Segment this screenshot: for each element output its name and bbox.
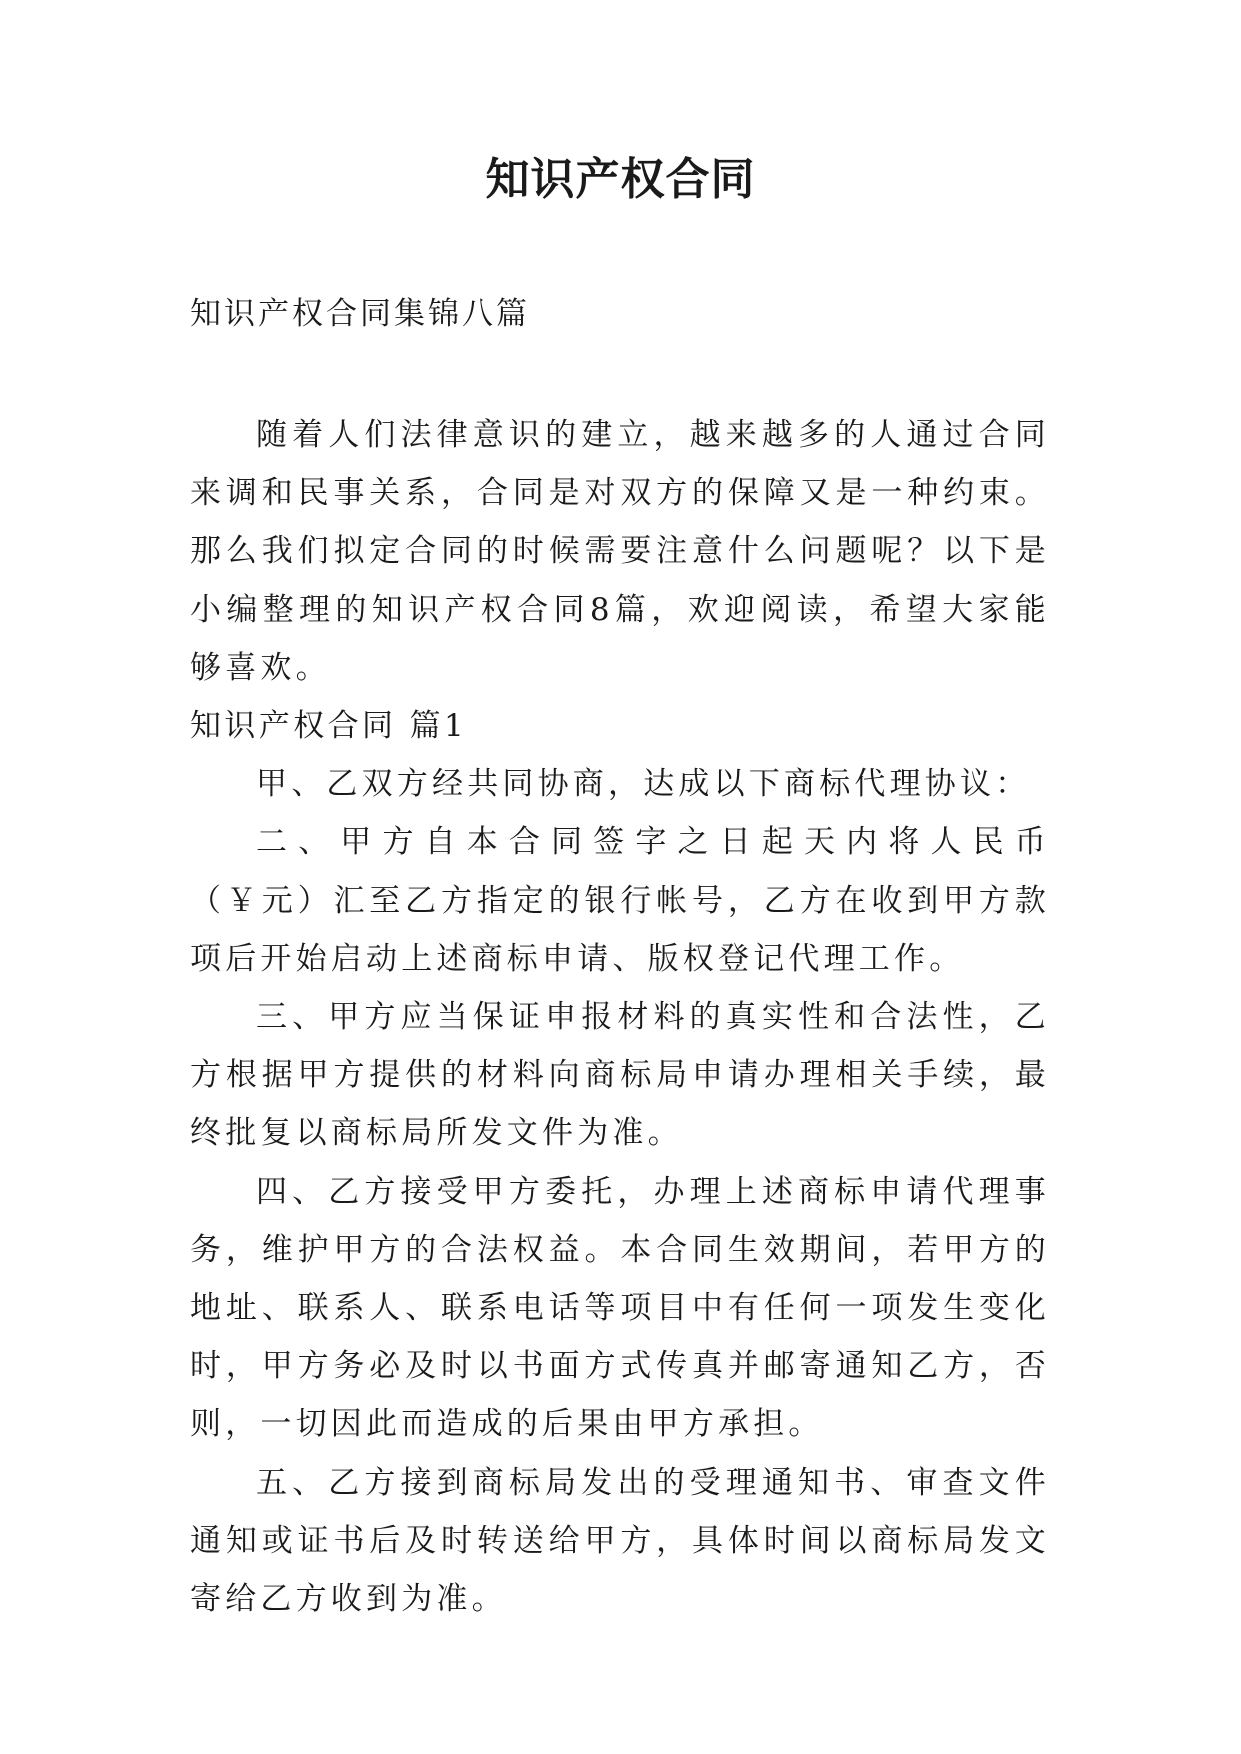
clause-paragraph-4: 四、乙方接受甲方委托，办理上述商标申请代理事务，维护甲方的合法权益。本合同生效期间，若甲方的地址、联系人、联系电话等项目中有任何一项发生变化时，甲方务必及时以书面方式传真并邮寄通知乙方，否则，一切因此而造成的后果由甲方承担。	[190, 1173, 1050, 1443]
section-heading: 知识产权合同 篇1	[190, 708, 468, 745]
clause-paragraph-1: 甲、乙双方经共同协商，达成以下商标代理协议：	[256, 766, 1031, 803]
clause-paragraph-3: 三、甲方应当保证申报材料的真实性和合法性，乙方根据甲方提供的材料向商标局申请办理相关手续，最终批复以商标局所发文件为准。	[190, 999, 1050, 1152]
clause-paragraph-5: 五、乙方接到商标局发出的受理通知书、审查文件通知或证书后及时转送给甲方，具体时间以商标局发文寄给乙方收到为准。	[190, 1464, 1050, 1618]
document-subtitle: 知识产权合同集锦八篇	[190, 296, 530, 332]
intro-paragraph: 随着人们法律意识的建立，越来越多的人通过合同来调和民事关系，合同是对双方的保障又是一种约束。那么我们拟定合同的时候需要注意什么问题呢？以下是小编整理的知识产权合同8篇，欢迎阅读，希望大家能够喜欢。	[190, 417, 1050, 686]
document-body	[190, 406, 1050, 1628]
clause-paragraph-2: 二、甲方自本合同签字之日起天内将人民币（￥元）汇至乙方指定的银行帐号，乙方在收到甲方款项后开始启动上述商标申请、版权登记代理工作。	[190, 824, 1050, 977]
document-title: 知识产权合同	[485, 154, 756, 205]
